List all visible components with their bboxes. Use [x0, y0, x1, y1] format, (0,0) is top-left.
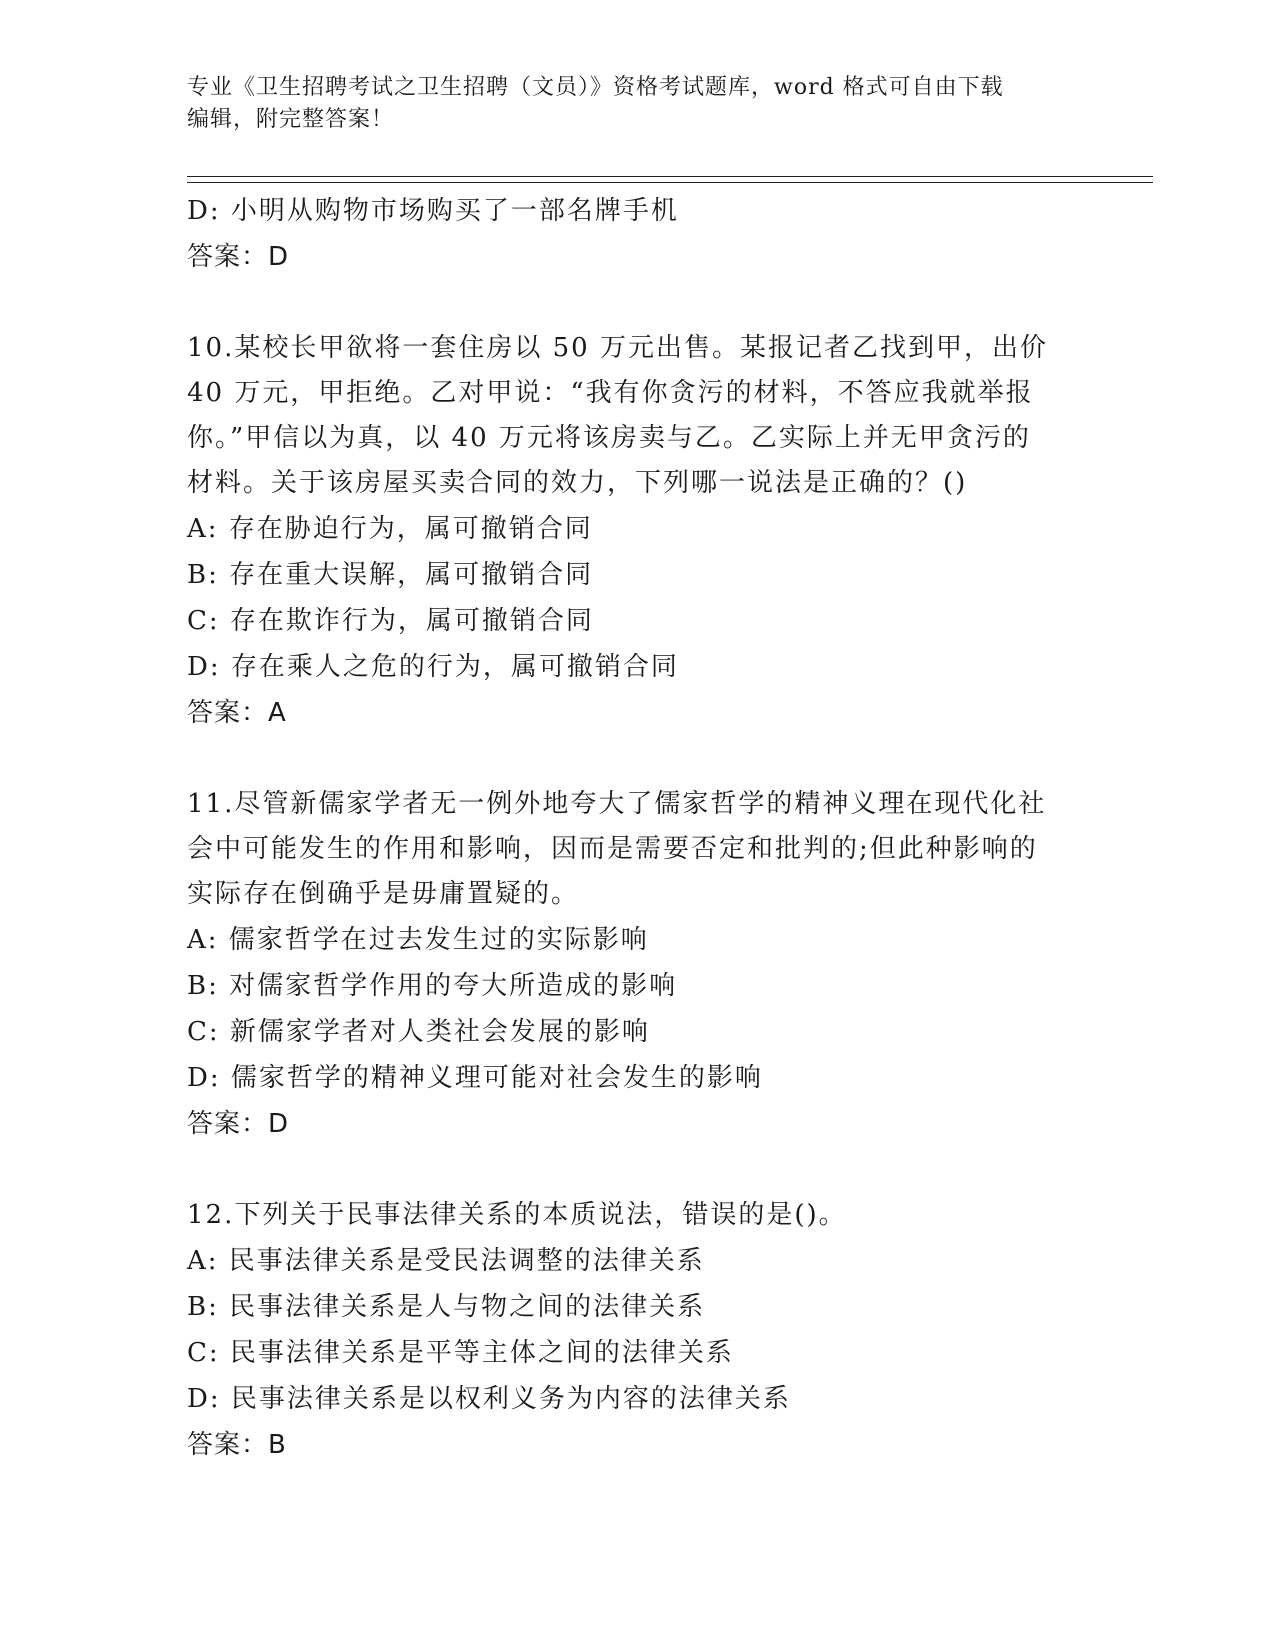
question-12-option-b: B: 民事法律关系是人与物之间的法律关系 — [187, 1292, 706, 1322]
question-11-option-b: B: 对儒家哲学作用的夸大所造成的影响 — [187, 971, 678, 1001]
question-10-stem-line-3: 你。”甲信以为真，以 40 万元将该房卖与乙。乙实际上并无甲贪污的 — [187, 423, 1031, 453]
question-12-stem-line-1: 12.下列关于民事法律关系的本质说法，错误的是()。 — [187, 1200, 847, 1230]
question-12 — [187, 1193, 1087, 1468]
question-11-option-d: D: 儒家哲学的精神义理可能对社会发生的影响 — [187, 1063, 763, 1093]
spacer — [187, 736, 1087, 782]
question-12-option-c: C: 民事法律关系是平等主体之间的法律关系 — [187, 1338, 734, 1368]
question-11-option-a: A: 儒家哲学在过去发生过的实际影响 — [187, 925, 649, 955]
question-11-stem-line-1: 11.尽管新儒家学者无一例外地夸大了儒家哲学的精神义理在现代化社 — [187, 789, 1047, 819]
spacer — [187, 1147, 1087, 1193]
question-11-stem-line-2: 会中可能发生的作用和影响，因而是需要否定和批判的;但此种影响的 — [187, 834, 1038, 864]
question-12-option-d: D: 民事法律关系是以权利义务为内容的法律关系 — [187, 1384, 791, 1414]
prev-option-d: D: 小明从购物市场购买了一部名牌手机 — [187, 196, 679, 226]
header-divider-top — [187, 176, 1153, 177]
question-10-option-c: C: 存在欺诈行为，属可撤销合同 — [187, 606, 594, 636]
question-12-option-a: A: 民事法律关系是受民法调整的法律关系 — [187, 1246, 705, 1276]
question-10-stem-line-1: 10.某校长甲欲将一套住房以 50 万元出售。某报记者乙找到甲，出价 — [187, 333, 1048, 363]
question-11-option-c: C: 新儒家学者对人类社会发展的影响 — [187, 1017, 650, 1047]
prev-answer: 答案：D — [187, 242, 290, 272]
question-12-answer: 答案：B — [187, 1430, 287, 1460]
document-header — [187, 72, 1087, 136]
question-10-option-d: D: 存在乘人之危的行为，属可撤销合同 — [187, 652, 679, 682]
question-10-stem-line-2: 40 万元，甲拒绝。乙对甲说：“我有你贪污的材料，不答应我就举报 — [187, 378, 1034, 408]
header-line-1: 专业《卫生招聘考试之卫生招聘（文员）》资格考试题库，word 格式可自由下载 — [187, 75, 1004, 100]
spacer — [187, 280, 1087, 326]
question-11-stem-line-3: 实际存在倒确乎是毋庸置疑的。 — [187, 879, 580, 909]
question-10 — [187, 326, 1087, 736]
question-11 — [187, 782, 1087, 1147]
question-10-stem-line-4: 材料。关于该房屋买卖合同的效力，下列哪一说法是正确的？() — [187, 468, 968, 498]
question-10-option-a: A: 存在胁迫行为，属可撤销合同 — [187, 514, 593, 544]
question-10-answer: 答案：A — [187, 698, 287, 728]
header-line-2: 编辑，附完整答案！ — [187, 107, 395, 132]
question-10-option-b: B: 存在重大误解，属可撤销合同 — [187, 560, 594, 590]
question-11-answer: 答案：D — [187, 1109, 290, 1139]
header-divider-bottom — [187, 182, 1153, 183]
question-content — [187, 188, 1087, 1468]
